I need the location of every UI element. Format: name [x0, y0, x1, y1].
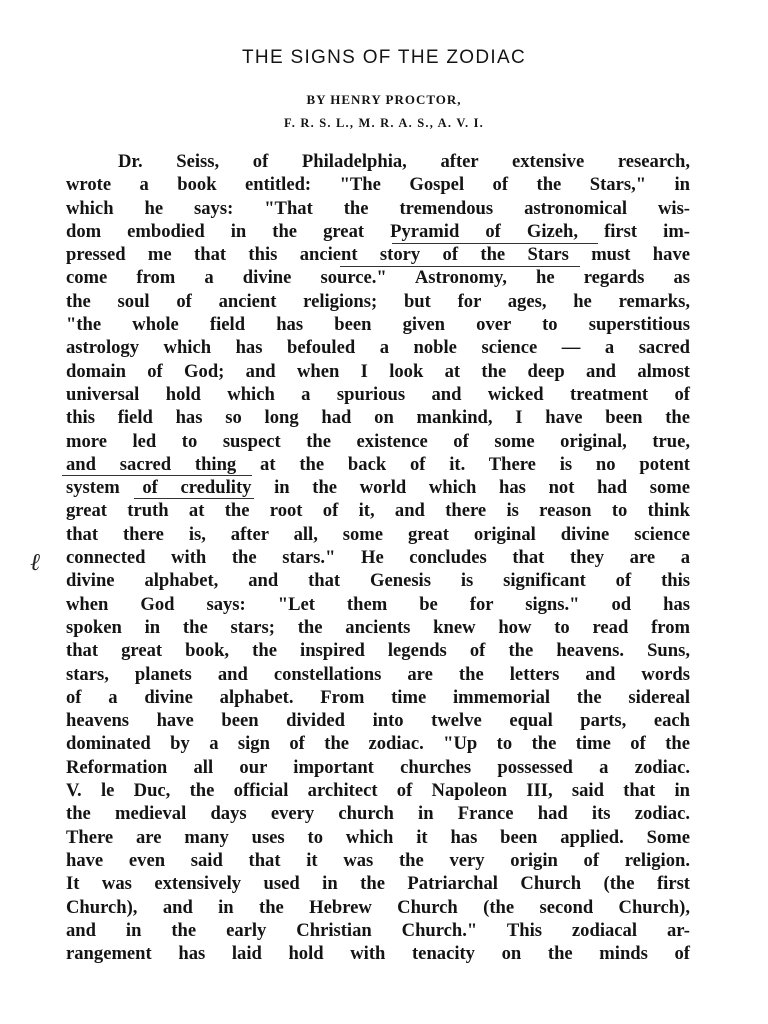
text-line: great truth at the root of it, and there is reason to think: [66, 500, 690, 522]
article-title: THE SIGNS OF THE ZODIAC: [242, 47, 526, 68]
author-byline: BY HENRY PROCTOR,: [306, 92, 462, 107]
text-line: There are many uses to which it has been applied. Some: [66, 826, 690, 848]
author-credentials: F. R. S. L., M. R. A. S., A. V. I.: [284, 116, 484, 130]
text-line: of a divine alphabet. From time immemorial the sidereal: [66, 686, 690, 708]
text-line: "the whole field has been given over to superstitious: [66, 314, 690, 336]
text-line: dom embodied in the great Pyramid of Gizeh, first im-: [66, 220, 690, 242]
text-line: Church), and in the Hebrew Church (the second Church),: [66, 896, 690, 918]
text-line: domain of God; and when I look at the deep and almost: [66, 360, 690, 382]
text-line: this field has so long had on mankind, I have been the: [66, 407, 690, 429]
text-line: when God says: "Let them be for signs." od has: [66, 593, 690, 615]
text-line: the medieval days every church in France had its zodiac.: [66, 803, 690, 825]
text-line: dominated by a sign of the zodiac. "Up to the time of the: [66, 733, 690, 755]
text-line: that great book, the inspired legends of the heavens. Suns,: [66, 640, 690, 662]
text-line: astrology which has befouled a noble science — a sacred: [66, 337, 690, 359]
text-line: and sacred thing at the back of it. There is no potent: [66, 453, 690, 475]
text-line: Dr. Seiss, of Philadelphia, after extensive research,: [118, 151, 690, 172]
text-line: pressed me that this ancient story of the Stars must have: [66, 244, 690, 266]
text-line: wrote a book entitled: "The Gospel of the Stars," in: [66, 174, 690, 196]
text-line: system of credulity in the world which has not had some: [66, 477, 690, 499]
text-line: the soul of ancient religions; but for ages, he remarks,: [66, 290, 690, 312]
text-line: It was extensively used in the Patriarchal Church (the first: [66, 873, 690, 895]
text-line: divine alphabet, and that Genesis is significant of this: [66, 570, 690, 592]
text-line: more led to suspect the existence of some original, true,: [66, 430, 690, 452]
text-line: spoken in the stars; the ancients knew how to read from: [66, 616, 690, 638]
article-body: [66, 150, 690, 965]
handwritten-margin-mark: ℓ: [30, 548, 40, 576]
text-line: V. le Duc, the official architect of Napoleon III, said that in: [66, 780, 690, 802]
text-line: Reformation all our important churches possessed a zodiac.: [66, 756, 690, 778]
text-line: have even said that it was the very origin of religion.: [66, 849, 690, 871]
text-line: come from a divine source." Astronomy, he regards as: [66, 267, 690, 289]
text-line: heavens have been divided into twelve equal parts, each: [66, 710, 690, 732]
text-line: and in the early Christian Church." This zodiacal ar-: [66, 919, 690, 941]
text-line: rangement has laid hold with tenacity on the minds of: [66, 943, 690, 965]
text-line: which he says: "That the tremendous astronomical wis-: [66, 197, 690, 219]
text-line: universal hold which a spurious and wicked treatment of: [66, 383, 690, 405]
text-line: connected with the stars." He concludes that they are a: [66, 547, 690, 569]
text-line: that there is, after all, some great original divine science: [66, 523, 690, 545]
text-line: stars, planets and constellations are the letters and words: [66, 663, 690, 685]
